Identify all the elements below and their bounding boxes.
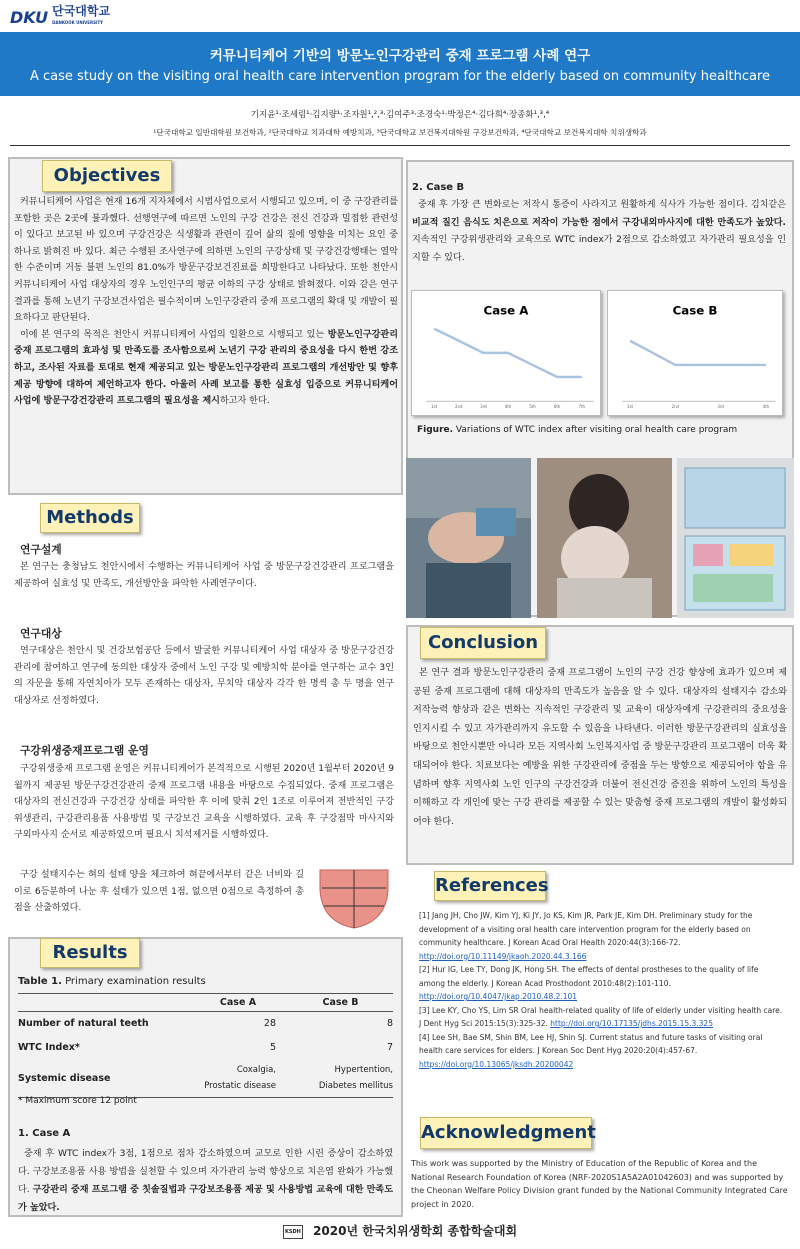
chart-tick-label: 4th [762,404,770,410]
table-cell [288,1060,393,1098]
objectives-heading: Objectives [42,160,172,192]
chart-tick-label: 3rd [717,404,724,410]
table-cell-line: Hypertention, [334,1065,393,1076]
logo-name-text: 단국대학교 [52,4,111,18]
acknowledgment-heading: Acknowledgment [420,1117,592,1149]
reference-link[interactable]: http://doi.org/10.17135/jdhs.2015.15.3.325 [550,1019,713,1028]
case-a-text: 중재 후 WTC index가 3점, 1점으로 점차 감소하였으며 교모로 인한 시린 증상이 감소하였다. 구강보조용품 사용 방법을 실천할 수 있으며 자가관리 능력 향상으로 치은염 완화가 가능했다. [18,1149,393,1195]
table-footnote: * Maximum score 12 point [18,1096,137,1106]
methods-subhead-program: 구강위생중재프로그램 운영 [20,744,149,757]
logo-mark: DKU [10,7,49,27]
table-header-empty [18,994,188,1012]
methods-tongue-text: 구강 설태지수는 혀의 설태 양을 체크하여 혀끝에서부터 같은 너비와 길이로 6등분하여 나눈 후 설태가 있으면 1점, 없으면 0점으로 측정하여 총점을 산출하였다. [14,870,304,914]
case-a-heading: 1. Case A [18,1128,71,1139]
university-logo [10,6,110,28]
chart-series-line [630,341,766,365]
reference-text: [4] Lee SH, Bae SM, Shin BM, Lee HJ, Shin SJ. Current status and future tasks of visiting oral health care services for elders. J Korean Soc Dent Hyg 2020:20(4):457-67. [419,1032,763,1055]
footer [0,1222,800,1249]
chart-case-b [607,290,783,416]
chart-title: Case B [672,303,718,318]
chart-marks [431,329,585,409]
acknowledgment-body: This work was supported by the Ministry of Education of the Republic of Korea and the National Research Foundation of Korea (NRF-2020S1A5A2A01042603) and was supported by the Cheonan Welfare Policy Division grant funded by the National Community Integrated Care project in 2020. [411,1159,788,1209]
case-b-body [412,197,786,267]
case-b-bold-text: 비교적 질긴 음식도 치은으로 저작이 가능한 점에서 구강내외마사지에 대한 만족도가 높았다. [412,217,786,228]
methods-tongue-body [14,867,304,917]
divider [10,145,790,146]
photo-shape [693,574,773,602]
table-row [18,1036,393,1060]
objectives-bold-text: 방문노인구강관리 중재 프로그램의 효과성 및 만족도를 조사함으로써 노년기 구강 관리의 중요성을 다시 한번 강조하고, 조사된 자료를 토대로 현재 제공되고 있는 방문노인구강관리 프로그램의 개선방안 및 향후 제공 방향에 대하여 제언하고자 한다. 아울러 사례 보고를 통한 실효성 입증으로 커뮤니티케어 사업에 방문구강건강관리 프로그램의 필요성을 제시 [14,329,398,407]
reference-text: [3] Lee KY, Cho YS, Lim SR Oral health-related quality of life of elderly under visiting health care. J Dent Hyg Sci 2015:15(3):325-32. [419,1005,783,1028]
objectives-body [14,194,398,410]
logo-subtitle: DANKOOK UNIVERSITY [52,20,104,25]
references-heading: References [434,871,546,901]
objectives-text-end: 하고자 한다. [219,396,270,407]
photo-oral-massage [537,458,672,618]
case-a-bold-text: 구강관리 중재 프로그램 중 칫솔질법과 구강보조용품 제공 및 사용방법 교육에 대한 만족도가 높았다. [18,1185,393,1213]
chart-tick-label: 3rd [480,404,487,410]
photo-shape [557,578,652,618]
methods-heading: Methods [40,503,140,533]
table-cell: 8 [386,1018,393,1030]
objectives-text: 이에 본 연구의 목적은 천안시 커뮤니티케어 사업의 일환으로 시행되고 있는 [20,329,328,340]
methods-subjects-text: 연구대상은 천안시 및 건강보험공단 등에서 발굴한 커뮤니티케어 사업 대상자 중 방문구강건강관리에 참여하고 연구에 동의한 대상자 중에서 노인 구강 및 예방치학 분야를 연구하는 교수 3인의 자문을 통해 자연치아가 모두 존재하는 대상자, 무치악 대상자 각각 한 명씩 총 두 명을 연구대상자로 선정하였다. [14,646,394,706]
case-b-heading: 2. Case B [412,182,465,193]
chart-title: Case A [483,303,529,318]
objectives-paragraph-1: 커뮤니티케어 사업은 현재 16개 지자체에서 시범사업으로서 시행되고 있으며, 이 중 구강관리를 포함한 곳은 2곳에 불과했다. 선행연구에 따르면 노인의 구강 건강은 전신 건강과 밀접한 관련성이 있다고 보고된 바 있으며 구강건강은 식생활과 관련이 깊어 삶의 질에 영향을 미치는 요인 중 하나로 밝혀진 바 있다. 최근 수행된 조사연구에 의하면 노인의 구강상태 및 구강건강행태는 열악한 수준이며 거동 불편 노인의 81.0%가 방문구강보건진료를 희망한다고 나타났다. 또한 천안시 커뮤니티케어 사업 대상자의 경우 노인인구의 평균 이하의 구강 상태로 밝혀졌다. 이와 같은 연구 결과를 통해 노년기 구강보건사업은 필수적이며 노인구강관리 중재 프로그램의 확대 및 개발이 필요하다고 판단된다. [14,197,398,324]
methods-design-body [14,559,394,592]
results-table [18,993,393,1098]
table-title [18,976,206,987]
reference-link[interactable]: http://doi.org/10.4047/jkap.2010.48.2.101 [419,992,578,1001]
chart-tick-label: 6th [553,404,561,410]
references-list [419,909,784,1071]
methods-design-text: 본 연구는 충청남도 천안시에서 수행하는 커뮤니티케어 사업 중 방문구강건강관리 프로그램을 제공하여 실효성 및 만족도, 개선방안을 파악한 사례연구이다. [14,562,394,589]
chart-tick-label: 2nd [671,404,680,410]
conclusion-body [413,664,787,831]
figure-caption-text: Variations of WTC index after visiting oral health care program [455,425,738,435]
photo-shape [693,544,723,566]
reference-text: [2] Hur IG, Lee TY, Dong JK, Hong SH. The effects of dental prostheses to the quality of life among the elderly. J Korean Acad Prosthodont 2010:48(2):101-110. [419,965,759,988]
reference-link[interactable]: https://doi.org/10.13065/jksdh.20200042 [419,1059,574,1069]
methods-subhead-design: 연구설계 [20,543,62,556]
photo-shape [685,468,785,528]
table-cell [188,1060,288,1098]
table-cell: 5 [269,1042,276,1053]
table-col-header: Case B [322,997,359,1008]
conclusion-text: 본 연구 결과 방문노인구강관리 중재 프로그램이 노인의 구강 건강 향상에 효과가 있으며 제공된 중재 프로그램에 대해 대상자의 만족도가 높음을 알 수 있다. 대상자의 설태지수 감소와 저작능력 향상과 같은 변화는 지속적인 구강관리 및 교육이 대상자에게 구강관리의 중요성을 인지시킬 수 있고 자가관리까지 유도할 수 있음을 나타낸다. 이러한 방문구강관리의 실효성을 바탕으로 천안시뿐만 아니라 모든 지역사회 노인복지사업 중 방문구강관리 프로그램이 더욱 확대되어야 한다. 치료보다는 예방을 위한 구강관리에 중점을 두는 방향으로 제공되어야 함을 유념하며 향후 지역사회 노인 인구의 구강건강과 더불어 전신건강 증진을 위하여 노인의 특성을 이해하고 각 개인에 맞는 구강 관리를 제공할 수 있는 맞춤형 중재 프로그램의 개발이 활성화되어야 한다. [413,668,787,827]
figure-label: Figure. [417,425,454,435]
chart-case-a [411,290,601,416]
reference-item [419,1031,784,1072]
reference-text: [1] Jang JH, Cho JW, Kim YJ, Ki JY, Jo KS, Kim JR, Park JE, Kim DH. Preliminary study for the development of a visiting oral health care intervention program for the elderly based on community healthcare. J Korean Acad Oral Health 2020:44(3):166-72. [419,911,753,947]
table-cell: 7 [386,1042,393,1053]
chart-series-line [434,329,582,377]
case-b-text-end: 지속적인 구강위생관리와 교육으로 WTC index가 2점으로 감소하였고 자가관리 필요성을 인지할 수 있다. [412,235,786,263]
chart-tick-label: 1st [431,404,438,410]
methods-program-text: 구강위생중재 프로그램 운영은 커뮤니티케어가 본격적으로 시행된 2020년 1월부터 2020년 9월까지 제공된 방문구강건강관리 중재 프로그램 내용을 바탕으로 수집되었다. 중재 프로그램은 대상자의 전신건강과 구강건강 상태를 파악한 후 이에 맞춰 2인 1조로 이루어져 전반적인 구강위생관리, 구강관리용품 사용방법 및 구강보건 교육을 시행하였다. 교육 후 구강점막 마사지와 구외마사지 순서로 제공하였으며 필요시 치석제거를 시행하였다. [14,764,394,841]
table-cell-line: Diabetes mellitus [318,1081,393,1092]
table-cell-line: Coxalgia, [236,1065,276,1076]
reference-item [419,909,784,963]
chart-tick-label: 5th [529,404,536,410]
photo-care-kit [677,458,794,618]
reference-item [419,1004,784,1031]
figure-caption [417,425,737,435]
title-korean: 커뮤니티케어 기반의 방문노인구강관리 중재 프로그램 사례 연구 [209,48,591,64]
results-heading: Results [40,938,140,968]
case-a-body [18,1145,393,1217]
table-cell: 28 [263,1018,276,1030]
tongue-diagram [314,864,394,932]
reference-link[interactable]: http://doi.org/10.11149/jkaoh.2020.44.3.166 [419,951,587,961]
chart-tick-label: 1st [627,404,634,410]
table-caption: Primary examination results [65,976,206,987]
photo-shape [476,508,516,536]
chart-marks [627,341,770,409]
table-row [18,1012,393,1036]
table-cell-line: Prostatic disease [204,1081,276,1092]
table-label: Table 1. [18,976,62,987]
reference-item [419,963,784,1004]
footer-text: 2020년 한국치위생학회 종합학술대회 [313,1224,518,1238]
table-row-label: WTC Index* [18,1042,80,1053]
photo-dental-care [406,458,531,618]
chart-tick-label: 2nd [455,404,463,410]
conclusion-heading: Conclusion [420,627,546,659]
title-banner [0,32,800,96]
photo-shape [426,563,511,618]
chart-tick-label: 4th [504,404,512,410]
case-b-text: 중재 후 가장 큰 변화로는 저작시 통증이 사라지고 원활하게 식사가 가능한 점이다. 김치같은 [418,200,786,210]
table-row-label: Systemic disease [18,1072,111,1084]
affiliations: ¹단국대학교 일반대학원 보건학과, ²단국대학교 치과대학 예방치과, ³단국대학교 보건복지대학원 구강보건학과, ⁴단국대학교 보건복지대학 치위생학과 [153,128,647,137]
table-row [18,1060,393,1098]
chart-tick-label: 7th [578,404,586,410]
table-header-row [18,994,393,1012]
objectives-paragraph-2 [14,327,398,410]
methods-program-body [14,761,394,844]
table-row-label: Number of natural teeth [18,1018,149,1030]
table-col-header: Case A [219,997,257,1008]
photo-shape [729,544,773,566]
methods-subhead-subjects: 연구대상 [20,627,62,640]
title-english: A case study on the visiting oral health care intervention program for the elderly based on community healthcare [29,69,771,84]
top-bar [0,0,800,32]
logo-name [52,6,110,28]
methods-subjects-body [14,643,394,709]
society-badge: KSDH [283,1225,303,1239]
authors: 기지윤¹·조세림¹·김지량¹·조자원¹,²,³·김여주³·조경숙¹·박정은⁴·김다희⁴·장종화¹,³,⁴ [250,110,550,120]
